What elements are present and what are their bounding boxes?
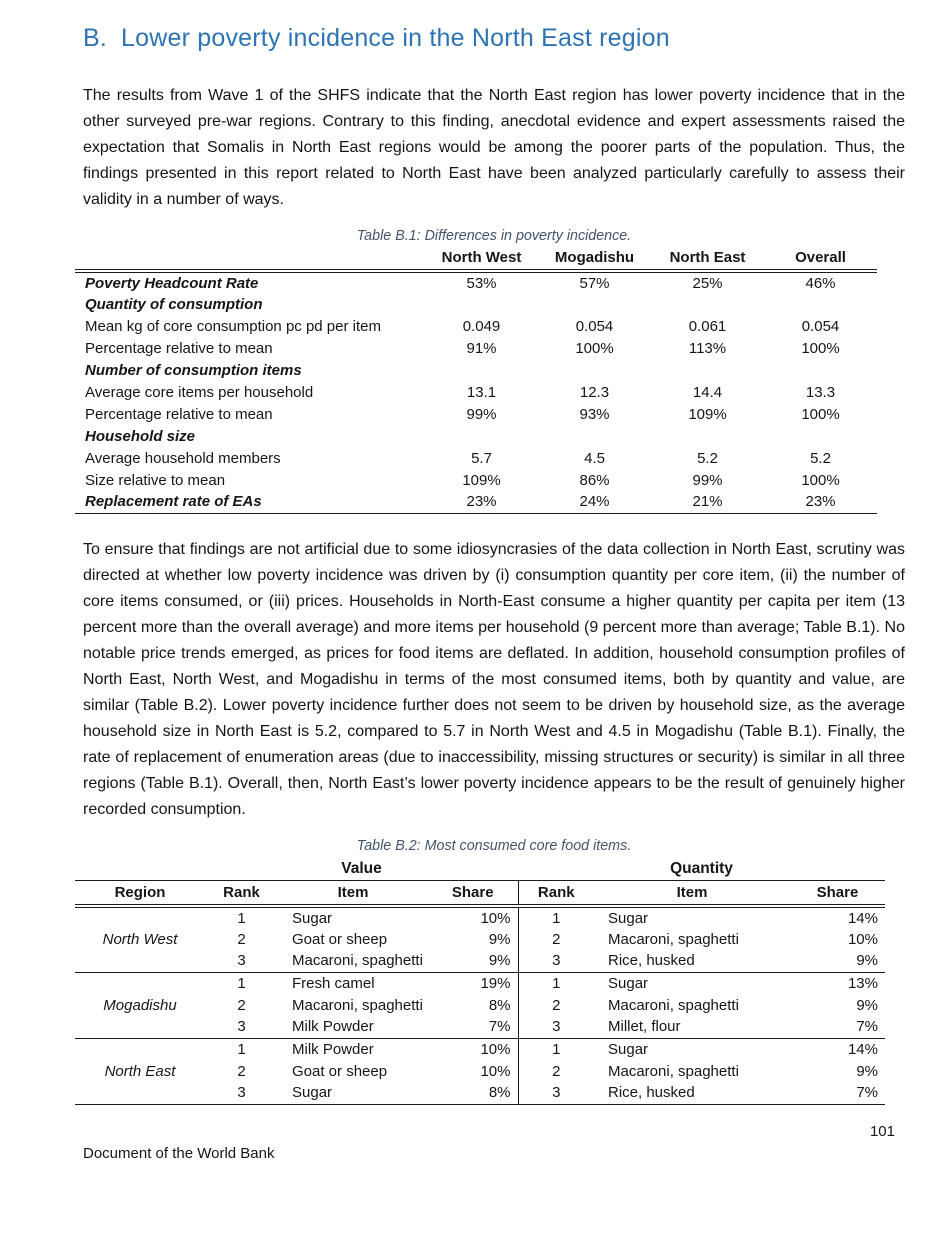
column-header-empty bbox=[75, 248, 425, 271]
quantity-item: Sugar bbox=[608, 909, 649, 927]
cell-value bbox=[538, 425, 651, 447]
paragraph-intro: The results from Wave 1 of the SHFS indicate that the North East region has lower poverty incidence that in the other surveyed pre-war regions. Contrary to this finding, anecdotal evidence and expert assessments raised the expectation that Somalis in North East regions would be among the poorer parts of the population. Thus, the findings presented in this report related to North East have been analyzed particularly carefully to assess their validity in a number of ways. bbox=[83, 87, 905, 208]
value-rank: 3 bbox=[237, 952, 246, 970]
cell-value: 0.061 bbox=[688, 317, 727, 335]
cell-value: 5.2 bbox=[697, 449, 718, 467]
section-title: Lower poverty incidence in the North East region bbox=[121, 24, 670, 52]
cell-value: 0.054 bbox=[801, 317, 840, 335]
row-label: Household size bbox=[85, 427, 196, 445]
cell-value: 99% bbox=[692, 471, 723, 489]
value-item: Macaroni, spaghetti bbox=[292, 996, 423, 1014]
quantity-rank: 1 bbox=[518, 906, 594, 928]
row-label: Poverty Headcount Rate bbox=[85, 274, 259, 292]
cell-value: 0.054 bbox=[575, 317, 614, 335]
column-header-rank-quantity: Rank bbox=[518, 881, 594, 907]
quantity-item: Macaroni, spaghetti bbox=[608, 996, 739, 1014]
region-label: Mogadishu bbox=[75, 972, 205, 1038]
value-rank: 3 bbox=[205, 1082, 278, 1104]
paragraph-analysis: To ensure that findings are not artificial due to some idiosyncrasies of the data collection in North East, scrutiny was directed at whether low poverty incidence was driven by (i) consumption quantity per core item, (ii) the number of core items consumed, or (iii) prices. Households in North-East consume a higher quantity per capita per item (13 percent more than the overall average) and more items per household (9 percent more than average; Table B.1). No notable price trends emerged, as prices for food items are deflated. In addition, household consumption profiles of North East, North West, and Mogadishu in terms of the most consumed items, both by quantity and value, are similar (Table B.2). Lower poverty incidence further does not seem to be driven by household size, as the average household size in North East is 5.2, compared to 5.7 in North West and 4.5 in Mogadishu (Table B.1). Finally, the rate of replacement of enumeration areas (due to inaccessibility, missing structures or security) is similar in all three regions (Table B.1). Overall, then, North East’s lower poverty incidence appears to be the result of genuinely higher recorded consumption. bbox=[83, 540, 905, 818]
cell-value: 100% bbox=[801, 405, 840, 423]
quantity-share: 9% bbox=[856, 996, 878, 1014]
page-number: 101 bbox=[869, 1122, 895, 1140]
section-number: B. bbox=[83, 24, 108, 52]
table-b1-caption: Table B.1: Differences in poverty incidence. bbox=[356, 228, 632, 244]
value-rank: 2 bbox=[237, 930, 246, 948]
cell-value bbox=[538, 293, 651, 315]
region-label: North East bbox=[75, 1038, 205, 1104]
quantity-share: 9% bbox=[856, 1062, 878, 1080]
value-item: Goat or sheep bbox=[292, 1062, 388, 1080]
column-header-share-value: Share bbox=[428, 881, 518, 907]
cell-value bbox=[764, 425, 877, 447]
cell-value: 100% bbox=[801, 339, 840, 357]
quantity-item: Macaroni, spaghetti bbox=[608, 1062, 739, 1080]
cell-value: 13.3 bbox=[805, 383, 836, 401]
quantity-rank: 2 bbox=[518, 928, 594, 950]
row-label: Size relative to mean bbox=[85, 471, 226, 489]
value-rank: 2 bbox=[237, 996, 246, 1014]
section-heading bbox=[83, 24, 905, 53]
cell-value: 23% bbox=[764, 491, 877, 513]
cell-value bbox=[651, 425, 764, 447]
cell-value: 113% bbox=[688, 339, 727, 357]
table-row bbox=[75, 469, 877, 491]
cell-value: 109% bbox=[462, 471, 501, 489]
column-header-item-value: Item bbox=[278, 881, 428, 907]
quantity-item: Sugar bbox=[594, 1038, 790, 1060]
table-row bbox=[75, 491, 877, 513]
cell-value bbox=[651, 293, 764, 315]
column-header-rank-value: Rank bbox=[205, 881, 278, 907]
value-rank: 2 bbox=[237, 1062, 246, 1080]
cell-value: 109% bbox=[688, 405, 727, 423]
cell-value: 24% bbox=[538, 491, 651, 513]
region-label: North West bbox=[102, 931, 178, 949]
value-share: 7% bbox=[488, 1018, 511, 1036]
column-header-overall: Overall bbox=[764, 248, 877, 271]
value-share: 19% bbox=[428, 972, 518, 994]
column-header-north-west: North West bbox=[425, 248, 538, 271]
value-item: Milk Powder bbox=[292, 1018, 374, 1036]
quantity-share: 14% bbox=[790, 1038, 885, 1060]
cell-value: 0.049 bbox=[462, 317, 501, 335]
value-rank: 3 bbox=[237, 1018, 246, 1036]
row-label: Percentage relative to mean bbox=[85, 339, 273, 357]
quantity-item: Macaroni, spaghetti bbox=[608, 930, 739, 948]
row-label: Replacement rate of EAs bbox=[75, 491, 425, 513]
cell-value: 53% bbox=[466, 274, 497, 292]
table-row bbox=[75, 425, 877, 447]
row-label: Mean kg of core consumption pc pd per item bbox=[85, 317, 381, 335]
cell-value: 5.2 bbox=[810, 449, 831, 467]
value-share: 10% bbox=[480, 1062, 511, 1080]
cell-value bbox=[425, 359, 538, 381]
value-item: Goat or sheep bbox=[292, 930, 388, 948]
value-item: Fresh camel bbox=[278, 972, 428, 994]
group-header-empty bbox=[75, 859, 205, 881]
cell-value: 5.7 bbox=[471, 449, 492, 467]
column-header-mogadishu: Mogadishu bbox=[538, 248, 651, 271]
cell-value: 86% bbox=[579, 471, 610, 489]
quantity-rank: 3 bbox=[518, 1016, 594, 1038]
value-share: 10% bbox=[480, 909, 511, 927]
table-b2-column-header-row bbox=[75, 881, 885, 907]
table-b2-group-header-row bbox=[75, 859, 885, 881]
table-row bbox=[75, 381, 877, 403]
cell-value bbox=[764, 359, 877, 381]
value-item: Milk Powder bbox=[278, 1038, 428, 1060]
value-item: Sugar bbox=[278, 1082, 428, 1104]
table-row bbox=[75, 447, 877, 469]
cell-value: 93% bbox=[579, 405, 610, 423]
table-row bbox=[75, 1038, 885, 1060]
column-header-item-quantity: Item bbox=[594, 881, 790, 907]
table-row bbox=[75, 906, 885, 928]
quantity-rank: 3 bbox=[518, 1082, 594, 1104]
value-item: Macaroni, spaghetti bbox=[292, 952, 423, 970]
cell-value: 14.4 bbox=[692, 383, 723, 401]
cell-value: 21% bbox=[651, 491, 764, 513]
group-header-quantity: Quantity bbox=[518, 859, 885, 881]
cell-value: 57% bbox=[579, 274, 610, 292]
table-row bbox=[75, 337, 877, 359]
cell-value bbox=[651, 359, 764, 381]
quantity-share: 14% bbox=[847, 909, 878, 927]
quantity-rank: 2 bbox=[518, 1060, 594, 1082]
quantity-share: 10% bbox=[847, 930, 878, 948]
quantity-rank: 2 bbox=[518, 994, 594, 1016]
table-row bbox=[75, 271, 877, 293]
cell-value bbox=[425, 293, 538, 315]
cell-value: 13.1 bbox=[466, 383, 497, 401]
table-b1 bbox=[75, 248, 877, 514]
table-row bbox=[75, 315, 877, 337]
quantity-rank: 1 bbox=[518, 1038, 594, 1060]
quantity-rank: 1 bbox=[518, 972, 594, 994]
quantity-share: 7% bbox=[856, 1018, 878, 1036]
quantity-item: Sugar bbox=[594, 972, 790, 994]
table-b2-caption: Table B.2: Most consumed core food items. bbox=[356, 837, 632, 854]
quantity-share: 7% bbox=[790, 1082, 885, 1104]
value-share: 9% bbox=[488, 930, 511, 948]
value-rank: 1 bbox=[205, 1038, 278, 1060]
cell-value bbox=[425, 425, 538, 447]
cell-value: 100% bbox=[575, 339, 614, 357]
cell-value: 46% bbox=[805, 274, 836, 292]
table-row bbox=[75, 972, 885, 994]
footer-text: Document of the World Bank bbox=[83, 1144, 275, 1162]
value-rank: 1 bbox=[205, 972, 278, 994]
column-header-north-east: North East bbox=[651, 248, 764, 271]
cell-value: 99% bbox=[466, 405, 497, 423]
cell-value: 25% bbox=[692, 274, 723, 292]
table-row bbox=[75, 359, 877, 381]
table-b1-header-row bbox=[75, 248, 877, 271]
value-share: 8% bbox=[488, 996, 511, 1014]
table-row bbox=[75, 403, 877, 425]
cell-value: 4.5 bbox=[584, 449, 605, 467]
row-label: Percentage relative to mean bbox=[85, 405, 273, 423]
row-label: Quantity of consumption bbox=[85, 295, 263, 313]
cell-value: 12.3 bbox=[579, 383, 610, 401]
cell-value: 91% bbox=[466, 339, 497, 357]
group-header-value: Value bbox=[205, 859, 518, 881]
cell-value: 23% bbox=[425, 491, 538, 513]
column-header-share-quantity: Share bbox=[790, 881, 885, 907]
row-label: Average core items per household bbox=[85, 383, 314, 401]
value-share: 10% bbox=[428, 1038, 518, 1060]
quantity-item: Millet, flour bbox=[608, 1018, 681, 1036]
row-label: Average household members bbox=[85, 449, 281, 467]
cell-value bbox=[538, 359, 651, 381]
value-share: 9% bbox=[488, 952, 511, 970]
table-row bbox=[75, 293, 877, 315]
row-label: Number of consumption items bbox=[85, 361, 302, 379]
value-rank: 1 bbox=[237, 909, 246, 927]
quantity-share: 13% bbox=[790, 972, 885, 994]
cell-value bbox=[764, 293, 877, 315]
quantity-rank: 3 bbox=[518, 950, 594, 972]
quantity-item: Rice, husked bbox=[608, 952, 695, 970]
value-share: 8% bbox=[428, 1082, 518, 1104]
cell-value: 100% bbox=[801, 471, 840, 489]
table-b2 bbox=[75, 859, 885, 1105]
column-header-region: Region bbox=[75, 881, 205, 907]
value-item: Sugar bbox=[292, 909, 333, 927]
quantity-share: 9% bbox=[856, 952, 878, 970]
quantity-item: Rice, husked bbox=[594, 1082, 790, 1104]
